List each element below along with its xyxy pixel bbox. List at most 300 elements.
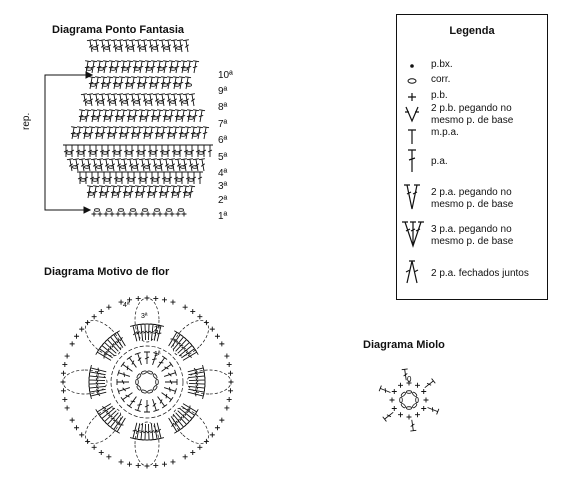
dc-icon xyxy=(401,148,423,174)
dc-stitch xyxy=(135,127,143,140)
chain-stitch xyxy=(180,134,185,137)
sc-stitch xyxy=(61,388,66,393)
sc-stitch xyxy=(227,397,232,402)
dc-stitch xyxy=(185,110,193,123)
dc-stitch xyxy=(142,424,149,440)
dc-stitch xyxy=(426,405,438,415)
sc-stitch xyxy=(392,389,397,394)
chain-stitch xyxy=(164,179,169,182)
sc-stitch xyxy=(421,389,426,394)
dc-stitch xyxy=(91,159,99,172)
dc-stitch xyxy=(113,172,119,184)
dc-stitch xyxy=(97,186,105,199)
sc-stitch xyxy=(62,397,67,402)
dc-stitch xyxy=(89,110,97,123)
dc-stitch xyxy=(185,61,193,74)
dc-stitch xyxy=(159,94,167,107)
chain-stitch xyxy=(174,84,179,87)
dc-stitch xyxy=(171,40,179,53)
dc-stitch xyxy=(141,127,149,140)
chain-stitch xyxy=(156,134,161,137)
sc-stitch xyxy=(176,212,181,217)
dc-stitch xyxy=(171,77,179,90)
chain-stitch xyxy=(140,117,145,120)
dc-stitch xyxy=(83,172,89,184)
dc-stitch xyxy=(83,61,91,74)
dc-stitch xyxy=(123,40,131,53)
chain-stitch xyxy=(90,84,95,87)
sc-stitch xyxy=(190,309,195,314)
chain-stitch xyxy=(84,134,89,137)
sc-stitch xyxy=(106,454,111,459)
dc-stitch xyxy=(131,110,139,123)
sc-stitch xyxy=(106,305,111,310)
plus-icon xyxy=(401,90,423,104)
sc-stitch xyxy=(104,212,109,217)
dc-stitch xyxy=(97,159,105,172)
dc-stitch xyxy=(91,186,99,199)
dc-stitch xyxy=(123,77,131,90)
dc-stitch xyxy=(379,386,391,396)
chain-stitch xyxy=(138,152,143,155)
diagram-title-motivo-flor: Diagrama Motivo de flor xyxy=(44,266,170,278)
dc-stitch xyxy=(101,110,109,123)
dc-stitch xyxy=(165,40,173,53)
dc-stitch xyxy=(119,110,127,123)
sc-stitch xyxy=(122,212,127,217)
sc-stitch xyxy=(92,212,97,217)
dc-stitch xyxy=(135,398,144,411)
chain-stitch xyxy=(192,134,197,137)
sc-stitch xyxy=(210,432,215,437)
sc-stitch xyxy=(98,212,103,217)
chain-stitch xyxy=(116,47,121,50)
dc-stitch xyxy=(127,186,135,199)
dc-stitch xyxy=(173,110,181,123)
dc-stitch xyxy=(119,61,127,74)
dc-stitch xyxy=(93,77,101,90)
motivo-flor-chart xyxy=(61,296,234,469)
dc-stitch xyxy=(153,77,161,90)
dc-stitch xyxy=(141,77,149,90)
sc-stitch xyxy=(74,334,79,339)
sc-stitch xyxy=(116,212,121,217)
chain-stitch xyxy=(136,193,141,196)
sc-stitch xyxy=(92,314,97,319)
dc-stitch xyxy=(111,77,119,90)
chain-stitch xyxy=(96,134,101,137)
chain-stitch xyxy=(400,397,403,402)
chain-stitch xyxy=(110,68,115,71)
chain-stitch xyxy=(412,403,418,409)
dc-stitch xyxy=(175,159,183,172)
dc-stitch xyxy=(121,186,129,199)
chain-stitch xyxy=(198,152,203,155)
chain-stitch xyxy=(128,47,133,50)
sc-stitch xyxy=(158,212,163,217)
dc-stitch xyxy=(149,61,157,74)
sc-stitch xyxy=(204,439,209,444)
sc-stitch xyxy=(183,305,188,310)
dc-stitch xyxy=(147,77,155,90)
dc-stitch xyxy=(159,77,167,90)
sc-stitch xyxy=(136,463,141,468)
row-number-2: 2ª xyxy=(218,195,228,206)
dc-stitch xyxy=(161,172,167,184)
dc-stitch xyxy=(147,145,153,157)
flower-round-3: 3ª xyxy=(141,313,148,320)
dc-stitch xyxy=(153,145,159,157)
dc-stitch xyxy=(113,110,121,123)
sc-stitch xyxy=(145,296,150,301)
dc-stitch xyxy=(145,324,152,340)
chain-stitch xyxy=(108,166,113,169)
chain-stitch xyxy=(90,152,95,155)
sc-stitch xyxy=(190,450,195,455)
dc-stitch xyxy=(95,61,103,74)
chain-stitch xyxy=(401,392,407,398)
sc-stitch xyxy=(62,362,67,367)
dc-stitch xyxy=(185,172,191,184)
diagram-title-ponto-fantasia: Diagrama Ponto Fantasia xyxy=(52,24,185,36)
chain-stitch xyxy=(406,407,411,410)
sc-stitch xyxy=(227,362,232,367)
dc-stitch xyxy=(183,127,191,140)
chain-stitch xyxy=(158,68,163,71)
sc-stitch xyxy=(140,212,145,217)
dc-stitch xyxy=(167,110,175,123)
sc-stitch xyxy=(415,412,420,417)
dc-stitch xyxy=(105,94,113,107)
dc-stitch xyxy=(99,127,107,140)
chain-stitch xyxy=(154,209,159,212)
dc-stitch xyxy=(115,159,123,172)
chain-stitch xyxy=(416,397,419,402)
dc-stitch xyxy=(107,61,115,74)
chain-stitch xyxy=(168,166,173,169)
dc-stitch xyxy=(143,110,151,123)
petal-outline xyxy=(167,314,215,362)
chain-stitch xyxy=(92,179,97,182)
chain-stitch xyxy=(182,68,187,71)
chain-stitch xyxy=(100,193,105,196)
sc-stitch xyxy=(153,296,158,301)
sc-stitch xyxy=(224,354,229,359)
dc-stitch xyxy=(151,159,159,172)
dc-stitch xyxy=(149,110,157,123)
dc-stitch xyxy=(139,159,147,172)
sc-stitch xyxy=(92,445,97,450)
dc-stitch xyxy=(95,172,101,184)
dc-stitch xyxy=(171,127,179,140)
dc-stitch xyxy=(167,172,173,184)
dc-stitch xyxy=(171,145,177,157)
dc-stitch xyxy=(121,159,129,172)
dc-stitch xyxy=(105,127,113,140)
dc-stitch xyxy=(135,77,143,90)
dc-stitch xyxy=(157,159,165,172)
dc-stitch xyxy=(131,61,139,74)
chain-stitch xyxy=(144,134,149,137)
chain-stitch xyxy=(146,68,151,71)
row-number-7: 7ª xyxy=(218,119,228,130)
chain-stitch xyxy=(104,117,109,120)
chain-stitch xyxy=(112,193,117,196)
dc-stitch xyxy=(133,186,141,199)
chain-stitch xyxy=(158,101,163,104)
chain-stitch xyxy=(140,179,145,182)
dc-stitch xyxy=(193,159,201,172)
dc-stitch xyxy=(155,61,163,74)
dc-stitch xyxy=(165,77,173,90)
chain-stitch xyxy=(192,166,197,169)
chain-stitch xyxy=(180,166,185,169)
dc-stitch xyxy=(113,61,121,74)
dc-stitch xyxy=(77,110,85,123)
sc-stitch xyxy=(127,462,132,467)
chain-stitch xyxy=(126,84,131,87)
dc-stitch xyxy=(161,110,169,123)
chain-stitch xyxy=(86,68,91,71)
sc-stitch xyxy=(392,406,397,411)
sc-stitch xyxy=(70,418,75,423)
dc-stitch xyxy=(101,61,109,74)
dc-stitch xyxy=(175,186,183,199)
row-number-8: 8ª xyxy=(218,102,228,113)
dc-stitch xyxy=(183,40,191,53)
dc-stitch xyxy=(87,127,95,140)
sc-stitch xyxy=(128,212,133,217)
petal-outline xyxy=(167,402,215,450)
dc-stitch xyxy=(75,127,83,140)
dc-stitch xyxy=(135,40,143,53)
dc-stitch xyxy=(191,61,199,74)
chain-stitch xyxy=(153,373,158,379)
v-two-dc-icon xyxy=(401,183,423,211)
dc-stitch xyxy=(383,410,395,422)
dc-stitch xyxy=(89,377,105,384)
sc-stitch xyxy=(390,398,395,403)
chain-stitch xyxy=(156,166,161,169)
dc-stitch xyxy=(195,145,201,157)
sc-stitch xyxy=(79,432,84,437)
dc-stitch xyxy=(105,40,113,53)
dc-stitch xyxy=(143,172,149,184)
dc-stitch xyxy=(150,398,159,411)
dc-stitch xyxy=(187,186,195,199)
sc-stitch xyxy=(219,341,224,346)
dc-stitch xyxy=(75,145,81,157)
dc-stitch xyxy=(125,61,133,74)
sc-stitch xyxy=(119,459,124,464)
dc-stitch xyxy=(197,110,205,123)
half-dc-icon xyxy=(401,127,423,147)
sc-stitch xyxy=(152,212,157,217)
row-number-9: 9ª xyxy=(218,86,228,97)
chain-stitch xyxy=(168,134,173,137)
dc-stitch xyxy=(81,127,89,140)
chain-stitch xyxy=(170,68,175,71)
dc-stitch xyxy=(133,159,141,172)
dc-stitch xyxy=(109,159,117,172)
dc-stitch xyxy=(183,145,189,157)
sc-stitch xyxy=(228,371,233,376)
dot-icon xyxy=(401,59,423,73)
sc-stitch xyxy=(215,334,220,339)
dc-stitch xyxy=(144,352,150,364)
dc-stitch xyxy=(189,145,195,157)
chain-stitch xyxy=(156,379,159,384)
chain-stitch xyxy=(104,47,109,50)
dc-stitch xyxy=(201,127,209,140)
row-number-4: 4ª xyxy=(218,168,228,179)
chain-stitch xyxy=(144,166,149,169)
sc-stitch xyxy=(421,406,426,411)
dc-stitch xyxy=(409,419,416,431)
chain-stitch xyxy=(184,193,189,196)
dc-stitch xyxy=(183,94,191,107)
dc-stitch xyxy=(159,145,165,157)
sc-stitch xyxy=(229,380,234,385)
chain-stitch xyxy=(86,101,91,104)
dc-stitch xyxy=(105,145,111,157)
chain-stitch xyxy=(136,385,141,391)
dc-stitch xyxy=(111,40,119,53)
chain-stitch xyxy=(104,179,109,182)
chain-stitch xyxy=(114,152,119,155)
dc-stitch xyxy=(177,94,185,107)
dc-stitch xyxy=(99,40,107,53)
dc-stitch xyxy=(83,110,91,123)
chain-stitch xyxy=(176,179,181,182)
dc-stitch xyxy=(169,159,177,172)
flower-round-4: 4ª xyxy=(123,302,130,309)
dc-stitch xyxy=(199,159,207,172)
chain-stitch xyxy=(152,179,157,182)
sc-stitch xyxy=(215,425,220,430)
sc-stitch xyxy=(61,371,66,376)
sc-stitch xyxy=(162,462,167,467)
sc-stitch xyxy=(99,309,104,314)
dc-stitch xyxy=(153,127,161,140)
legend-title: Legenda xyxy=(449,25,495,37)
dc-stitch xyxy=(179,110,187,123)
dc-stitch xyxy=(129,77,137,90)
miolo-center-mark: 0 xyxy=(407,375,412,384)
dc-stitch xyxy=(105,77,113,90)
dc-stitch xyxy=(99,145,105,157)
dc-stitch xyxy=(139,186,147,199)
dc-stitch xyxy=(79,159,87,172)
dc-stitch xyxy=(189,94,197,107)
chain-stitch xyxy=(116,117,121,120)
chain-stitch xyxy=(122,68,127,71)
dc-stitch xyxy=(99,77,107,90)
sc-stitch xyxy=(134,212,139,217)
chain-stitch xyxy=(406,391,411,394)
sc-stitch xyxy=(110,212,115,217)
chain-stitch xyxy=(110,101,115,104)
sc-stitch xyxy=(197,314,202,319)
chain-stitch xyxy=(72,134,77,137)
sc-stitch xyxy=(65,405,70,410)
chain-stitch xyxy=(80,179,85,182)
dc-stitch xyxy=(147,40,155,53)
dc-stitch xyxy=(165,379,177,385)
dc-stitch xyxy=(141,40,149,53)
chain-stitch xyxy=(72,166,77,169)
sc-stitch xyxy=(74,425,79,430)
dc-stitch xyxy=(129,127,137,140)
dc-stitch xyxy=(201,145,207,157)
chain-stitch xyxy=(150,84,155,87)
sc-stitch xyxy=(398,383,403,388)
dc-stitch xyxy=(144,400,150,412)
dc-stitch xyxy=(118,370,131,379)
sc-stitch xyxy=(99,450,104,455)
sc-stitch xyxy=(145,464,150,469)
chain-stitch xyxy=(164,47,169,50)
dc-stitch xyxy=(171,94,179,107)
dc-stitch xyxy=(131,172,137,184)
dc-stitch xyxy=(129,94,137,107)
chain-stitch xyxy=(88,193,93,196)
chain-stitch xyxy=(146,101,151,104)
dc-stitch xyxy=(93,94,101,107)
chain-stitch xyxy=(136,373,141,379)
chain-stitch xyxy=(186,152,191,155)
chain-stitch xyxy=(124,193,129,196)
chain-stitch xyxy=(98,68,103,71)
dc-stitch xyxy=(81,94,89,107)
chain-stitch xyxy=(118,209,123,212)
chain-stitch xyxy=(128,117,133,120)
chain-stitch xyxy=(141,389,147,393)
chain-stitch xyxy=(126,152,131,155)
ponto-fantasia-chart xyxy=(63,40,213,217)
dc-stitch xyxy=(93,145,99,157)
dc-stitch xyxy=(165,127,173,140)
dc-stitch xyxy=(63,145,69,157)
dc-stitch xyxy=(163,385,176,394)
dc-stitch xyxy=(89,172,95,184)
sc-stitch xyxy=(224,405,229,410)
dc-stitch xyxy=(119,172,125,184)
chain-stitch xyxy=(80,117,85,120)
dc-stitch xyxy=(137,61,145,74)
dc-stitch xyxy=(95,110,103,123)
dc-stitch xyxy=(137,172,143,184)
sc-stitch xyxy=(162,297,167,302)
dc-stitch xyxy=(118,385,131,394)
sc-stitch xyxy=(153,463,158,468)
chain-stitch xyxy=(96,166,101,169)
dc-stitch xyxy=(153,94,161,107)
dc-stitch xyxy=(149,172,155,184)
dc-stitch xyxy=(135,145,141,157)
dc-stitch xyxy=(107,172,113,184)
chain-stitch xyxy=(176,47,181,50)
dc-stitch xyxy=(115,186,123,199)
dc-stitch xyxy=(127,159,135,172)
dc-stitch xyxy=(165,145,171,157)
dc-stitch xyxy=(111,94,119,107)
sc-stitch xyxy=(424,398,429,403)
sc-stitch xyxy=(170,300,175,305)
dc-stitch xyxy=(143,61,151,74)
chain-stitch xyxy=(147,370,153,374)
dc-stitch xyxy=(191,110,199,123)
